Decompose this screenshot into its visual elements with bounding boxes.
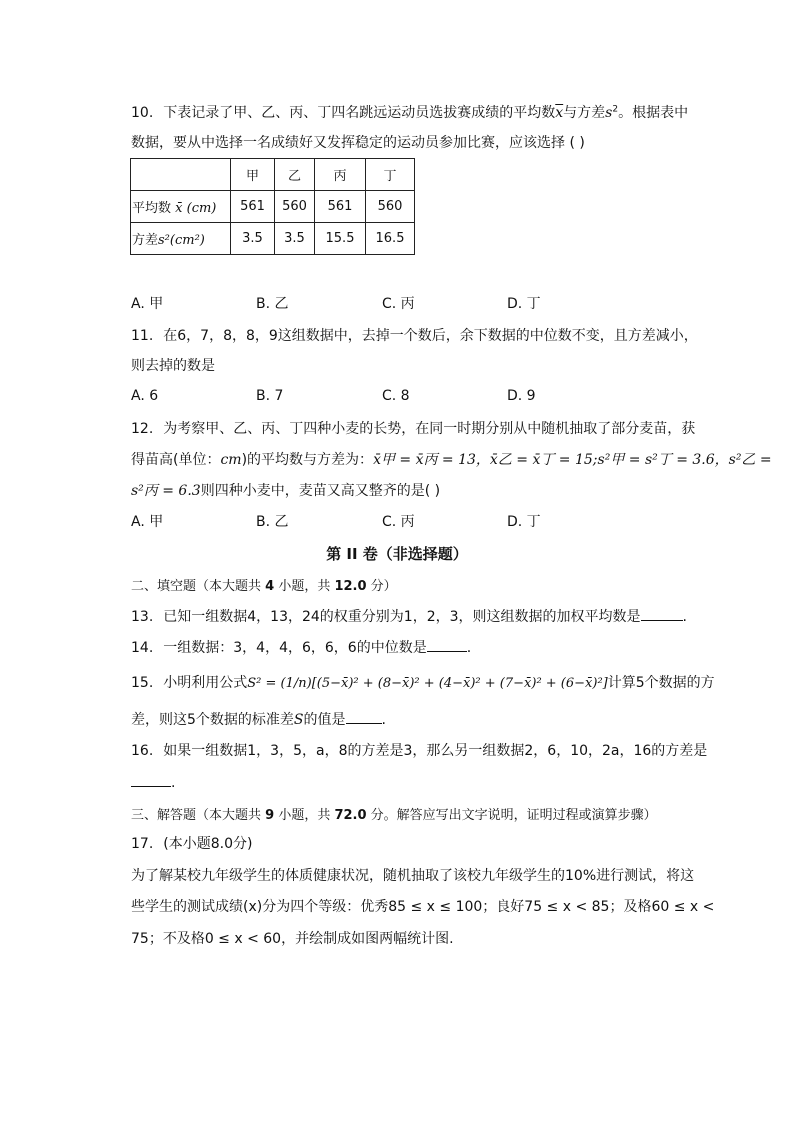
score-table xyxy=(130,158,415,255)
q11-number: 11. xyxy=(131,328,154,344)
option-c[interactable]: C. 丙 xyxy=(382,296,415,312)
q17-line1: 为了解某校九年级学生的体质健康状况，随机抽取了该校九年级学生的10%进行测试，将这 xyxy=(131,868,695,884)
table-cell: 560 xyxy=(366,191,415,223)
q11-line2: 则去掉的数是 xyxy=(131,358,215,374)
option-b[interactable]: B. 乙 xyxy=(256,514,289,530)
q12-line2: 得苗高(单位：cm)的平均数与方差为：x̄甲 = x̄丙 = 13，x̄乙 = x̄丁 = 15;s²甲 = s²丁 = 3.6，s²乙 = xyxy=(131,452,772,468)
option-d[interactable]: D. 9 xyxy=(507,388,536,404)
q15-number: 15. xyxy=(131,675,154,691)
q15-line2: 差，则这5个数据的标准差S的值是 . xyxy=(131,709,386,730)
q13-number: 13. xyxy=(131,609,154,625)
answer-blank[interactable] xyxy=(131,772,171,787)
row-label: 平均数 x̄ (cm) xyxy=(131,191,231,223)
table-cell: 3.5 xyxy=(275,223,315,255)
option-d[interactable]: D. 丁 xyxy=(507,296,541,312)
q16-line2: . xyxy=(131,772,175,793)
q17-number: 17. xyxy=(131,836,154,852)
q12-number: 12. xyxy=(131,421,154,437)
table-cell: 560 xyxy=(275,191,315,223)
option-b[interactable]: B. 乙 xyxy=(256,296,289,312)
option-d[interactable]: D. 丁 xyxy=(507,514,541,530)
q10-number: 10. xyxy=(131,105,154,121)
q16-number: 16. xyxy=(131,743,154,759)
option-b[interactable]: B. 7 xyxy=(256,388,284,404)
table-header-row xyxy=(131,159,415,191)
q10-line1: 10. 下表记录了甲、乙、丙、丁四名跳远运动员选拔赛成绩的平均数$\overline{x}$与方差$s^2$。根据表中 xyxy=(131,104,689,121)
table-cell: 15.5 xyxy=(315,223,366,255)
q17-line2: 些学生的测试成绩(x)分为四个等级：优秀85 ≤ x ≤ 100；良好75 ≤ x < 85；及格60 ≤ x < xyxy=(131,899,715,915)
option-a[interactable]: A. 6 xyxy=(131,388,159,404)
q14-number: 14. xyxy=(131,640,154,656)
option-a[interactable]: A. 甲 xyxy=(131,296,164,312)
q10-line2: 数据，要从中选择一名成绩好又发挥稳定的运动员参加比赛，应该选择 ( ) xyxy=(131,135,585,151)
q12-line3: s²丙 = 6.3则四种小麦中，麦苗又高又整齐的是( ) xyxy=(131,483,441,499)
table-cell: 561 xyxy=(231,191,275,223)
q14-line: 14. 一组数据：3，4，4，6，6，6的中位数是 . xyxy=(131,637,471,658)
option-c[interactable]: C. 丙 xyxy=(382,514,415,530)
q17-header: 17. (本小题8.0分) xyxy=(131,836,253,852)
table-cell: 乙 xyxy=(275,159,315,191)
q16-line1: 16. 如果一组数据1，3，5，a，8的方差是3，那么另一组数据2，6，10，2a，16的方差是 xyxy=(131,743,708,759)
table-cell: 3.5 xyxy=(231,223,275,255)
table-cell: 甲 xyxy=(231,159,275,191)
section3-heading: 三、解答题（本大题共 9 小题，共 72.0 分。解答应写出文字说明，证明过程或演算步骤） xyxy=(131,808,657,823)
table-row xyxy=(131,191,415,223)
table-cell: 561 xyxy=(315,191,366,223)
table-cell: 丙 xyxy=(315,159,366,191)
q15-line1: 15. 小明利用公式S² = (1/n)[(5−x̄)² + (8−x̄)² + (4−x̄)² + (7−x̄)² + (6−x̄)²]计算5个数据的方 xyxy=(131,675,715,691)
variance-formula: S² = (1/n)[(5−x̄)² + (8−x̄)² + (4−x̄)² + (7−x̄)² + (6−x̄)²] xyxy=(247,676,608,691)
option-c[interactable]: C. 8 xyxy=(382,388,410,404)
q11-options xyxy=(131,386,731,406)
row-label: 方差s²(cm²) xyxy=(131,223,231,255)
answer-blank[interactable] xyxy=(427,637,467,652)
answer-blank[interactable] xyxy=(346,709,382,724)
q11-line1: 11. 在6，7，8，8，9这组数据中，去掉一个数后，余下数据的中位数不变，且方差减小， xyxy=(131,328,698,344)
table-cell: 丁 xyxy=(366,159,415,191)
q12-line1: 12. 为考察甲、乙、丙、丁四种小麦的长势，在同一时期分别从中随机抽取了部分麦苗，获 xyxy=(131,421,696,437)
q10-options xyxy=(131,294,731,314)
q12-options xyxy=(131,512,731,532)
q13-line: 13. 已知一组数据4，13，24的权重分别为1，2，3，则这组数据的加权平均数是 . xyxy=(131,606,687,627)
table-cell: 16.5 xyxy=(366,223,415,255)
table-row xyxy=(131,223,415,255)
section2-heading: 二、填空题（本大题共 4 小题，共 12.0 分） xyxy=(131,579,397,594)
table-cell xyxy=(131,159,231,191)
part2-title: 第 II 卷（非选择题） xyxy=(326,545,468,563)
q17-line3: 75；不及格0 ≤ x < 60，并绘制成如图两幅统计图. xyxy=(131,931,454,947)
answer-blank[interactable] xyxy=(641,606,683,621)
option-a[interactable]: A. 甲 xyxy=(131,514,164,530)
